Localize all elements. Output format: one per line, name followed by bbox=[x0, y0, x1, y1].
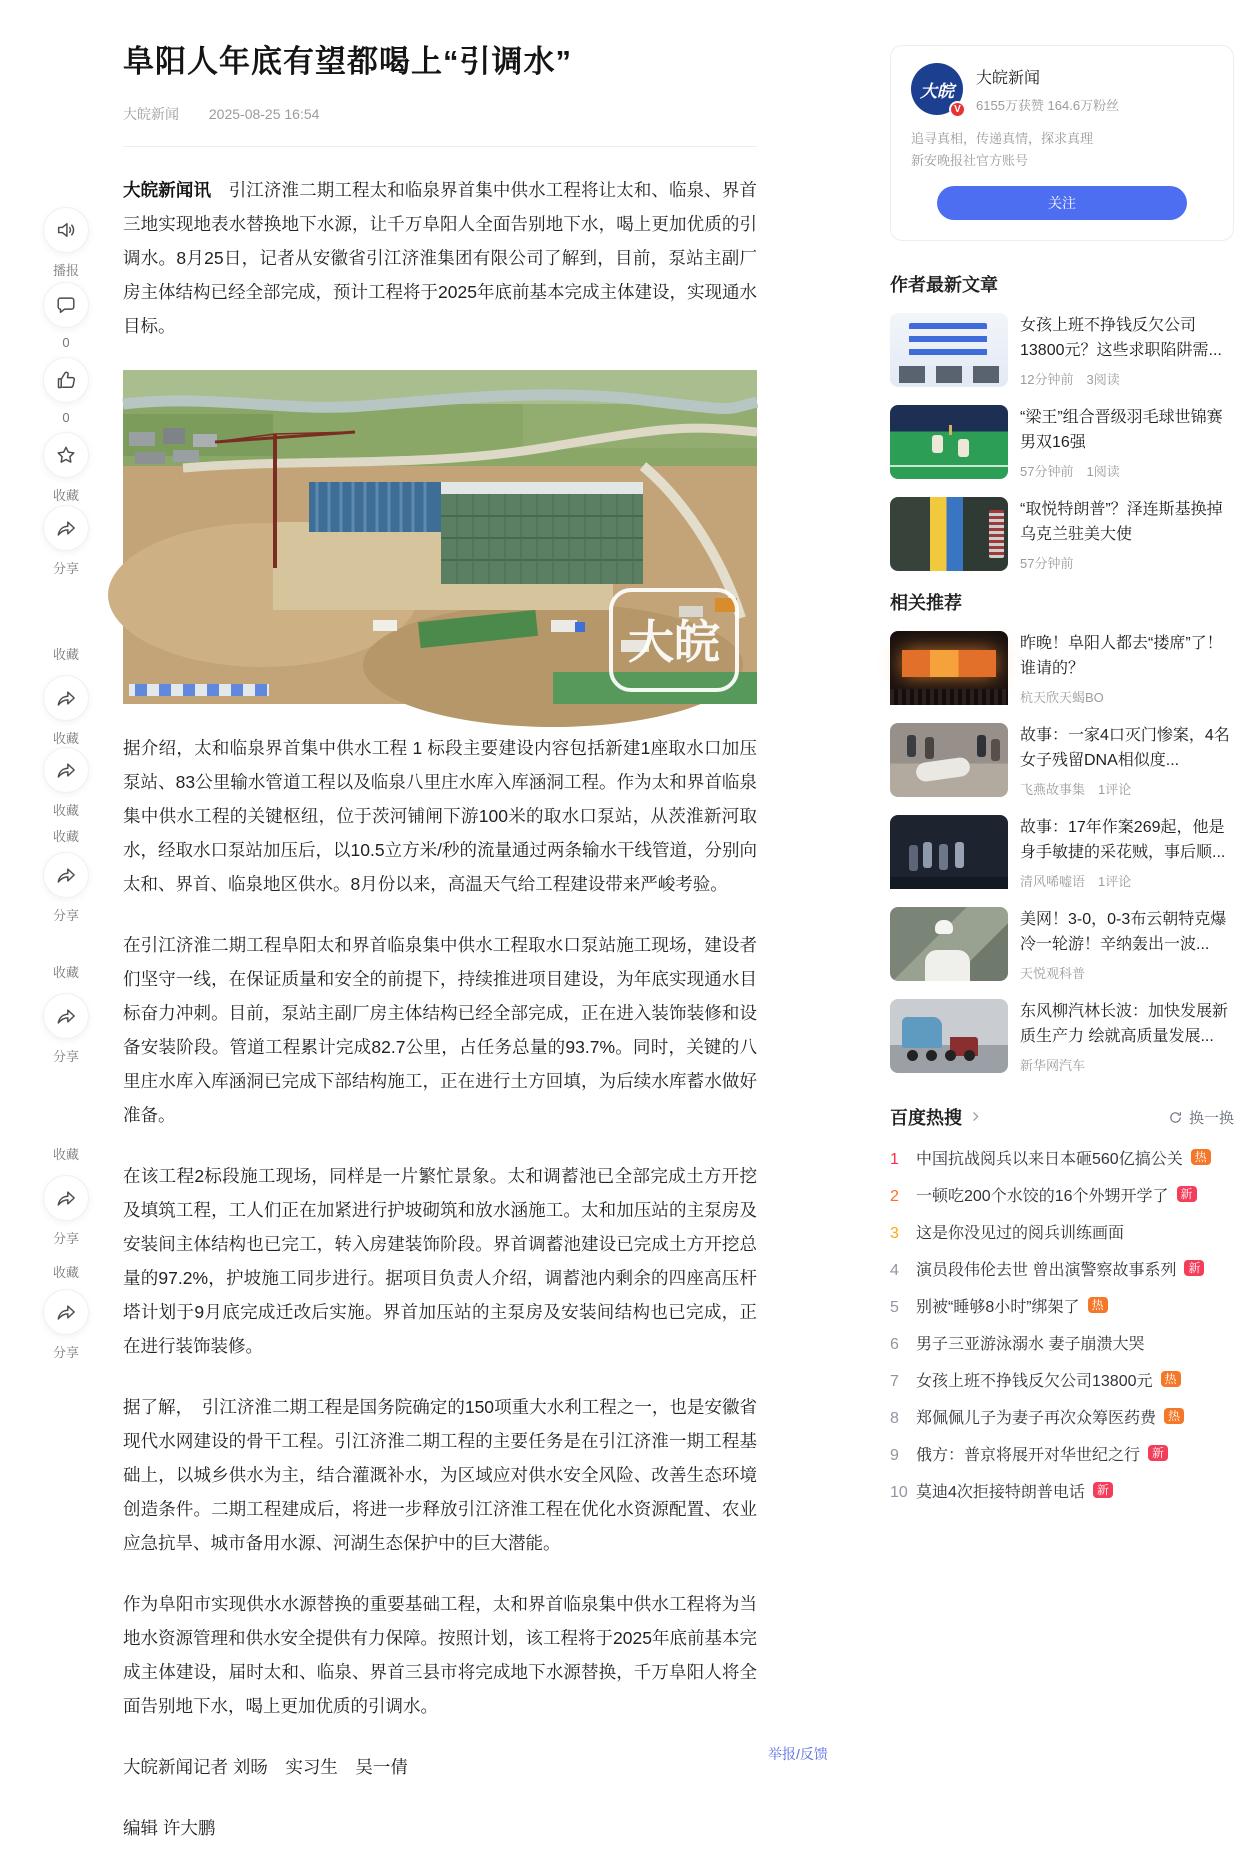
item-title[interactable]: 故事：一家4口灭门惨案，4名女子残留DNA相似度... bbox=[1020, 727, 1230, 769]
hot-text[interactable]: 俄方：普京将展开对华世纪之行 bbox=[916, 1447, 1141, 1464]
hot-text[interactable]: 郑佩佩儿子为妻子再次众筹医药费 bbox=[916, 1410, 1157, 1427]
hot-text[interactable]: 中国抗战阅兵以来日本砸560亿搞公关 bbox=[916, 1151, 1183, 1168]
author-description: 追寻真相，传递真情，探求真理 新安晚报社官方账号 bbox=[911, 131, 1094, 168]
item-meta: 12分钟前 3阅读 bbox=[1020, 372, 1120, 387]
hot-text[interactable]: 莫迪4次拒接特朗普电话 bbox=[916, 1484, 1085, 1501]
item-title[interactable]: 美网！3-0，0-3布云朝特克爆冷一轮游！辛纳轰出一波... bbox=[1020, 911, 1227, 953]
rail-item-label: 分享 bbox=[52, 908, 79, 923]
verified-badge-icon: V bbox=[949, 101, 966, 118]
share-icon[interactable] bbox=[43, 675, 89, 721]
related-list bbox=[890, 631, 1234, 1074]
rail-item[interactable] bbox=[40, 357, 92, 425]
rail-item-label: 0 bbox=[62, 410, 70, 425]
rail-item[interactable] bbox=[40, 505, 92, 577]
hot-search-item[interactable] bbox=[890, 1335, 1234, 1355]
hot-rank: 1 bbox=[890, 1151, 899, 1168]
hot-text[interactable]: 演员段伟伦去世 曾出演警察故事系列 bbox=[916, 1262, 1177, 1279]
rail-item[interactable] bbox=[40, 747, 92, 819]
item-source: 杭天欣天蝎BO bbox=[1020, 690, 1104, 705]
hot-badge: 新 bbox=[1177, 1186, 1197, 1202]
avatar[interactable]: 大皖 V bbox=[911, 63, 963, 115]
hot-rank: 9 bbox=[890, 1447, 899, 1464]
right-sidebar bbox=[890, 45, 1234, 1520]
rail-item-label: 收藏 bbox=[52, 647, 79, 662]
rail-item-label: 收藏 bbox=[52, 1147, 79, 1162]
rail-item[interactable] bbox=[40, 282, 92, 350]
item-source: 飞燕故事集 1评论 bbox=[1020, 782, 1132, 797]
item-title[interactable]: 东风柳汽林长波：加快发展新质生产力 绘就高质量发展... bbox=[1020, 1003, 1229, 1045]
rail-item[interactable] bbox=[40, 1289, 92, 1361]
hot-search-item[interactable] bbox=[890, 1298, 1234, 1318]
svg-text:大皖: 大皖 bbox=[628, 616, 720, 668]
rail-item[interactable] bbox=[40, 993, 92, 1065]
action-rail bbox=[40, 207, 92, 1607]
item-title[interactable]: 女孩上班不挣钱反欠公司13800元？这些求职陷阱需... bbox=[1020, 317, 1222, 359]
rail-item-label: 0 bbox=[62, 335, 70, 350]
rail-item[interactable] bbox=[40, 955, 92, 981]
hot-text[interactable]: 这是你没见过的阅兵训练画面 bbox=[916, 1225, 1125, 1242]
hot-rank: 8 bbox=[890, 1410, 899, 1427]
article-body bbox=[123, 173, 757, 1845]
follow-button[interactable]: 关注 bbox=[937, 186, 1187, 220]
article-list-item[interactable] bbox=[890, 313, 1234, 388]
speaker-icon[interactable] bbox=[43, 207, 89, 253]
rail-item-label: 收藏 bbox=[52, 803, 79, 818]
rail-item-label: 收藏 bbox=[52, 488, 79, 503]
hot-rank: 7 bbox=[890, 1373, 899, 1390]
rail-item-label: 分享 bbox=[52, 561, 79, 576]
hot-search-item[interactable] bbox=[890, 1150, 1234, 1170]
item-title[interactable]: 故事：17年作案269起，他是身手敏捷的采花贼，事后顺... bbox=[1020, 819, 1226, 861]
item-source: 清风唏嘘语 1评论 bbox=[1020, 874, 1132, 889]
hot-search-list bbox=[890, 1150, 1234, 1503]
hot-rank: 3 bbox=[890, 1225, 899, 1242]
flags-thumbnail bbox=[890, 497, 1008, 571]
article-image bbox=[123, 370, 757, 704]
article-list-item[interactable] bbox=[890, 497, 1234, 572]
hot-text[interactable]: 男子三亚游泳溺水 妻子崩溃大哭 bbox=[916, 1336, 1145, 1353]
author-name[interactable]: 大皖新闻 bbox=[976, 69, 1041, 87]
hot-text[interactable]: 一顿吃200个水饺的16个外甥开学了 bbox=[916, 1188, 1169, 1205]
scene-thumbnail bbox=[890, 723, 1008, 797]
item-title[interactable]: “取悦特朗普”？泽连斯基换掉乌克兰驻美大使 bbox=[1020, 501, 1223, 543]
share-icon[interactable] bbox=[43, 505, 89, 551]
rail-item-label: 收藏 bbox=[52, 829, 79, 844]
article-paragraph: 大皖新闻讯 引江济淮二期工程太和临泉界首集中供水工程将让太和、临泉、界首三地实现地表水替换地下水源，让千万阜阳人全面告别地下水，喝上更加优质的引调水。8月25日，记者从安徽省引江济淮集团有限公司了解到，目前，泵站主副厂房主体结构已经全部完成，预计工程将于2025年底前基本完成主体建设，实现通水目标。 bbox=[123, 180, 758, 336]
latest-articles-list bbox=[890, 313, 1234, 572]
comment-icon[interactable] bbox=[43, 282, 89, 328]
hot-search-item[interactable] bbox=[890, 1261, 1234, 1281]
item-meta: 57分钟前 bbox=[1020, 556, 1074, 571]
item-source: 天悦观科普 bbox=[1020, 966, 1086, 981]
hot-text[interactable]: 女孩上班不挣钱反欠公司13800元 bbox=[916, 1373, 1153, 1390]
page-title: 阜阳人年底有望都喝上“引调水” bbox=[123, 44, 572, 79]
rail-item[interactable] bbox=[40, 207, 92, 279]
rail-item-label: 收藏 bbox=[52, 965, 79, 980]
hot-badge: 新 bbox=[1184, 1260, 1204, 1276]
refresh-button[interactable]: 换一换 bbox=[1168, 1107, 1234, 1128]
star-icon[interactable] bbox=[43, 432, 89, 478]
item-title[interactable]: 昨晚！阜阳人都去“搂席”了！谁请的？ bbox=[1020, 635, 1223, 677]
article-list-item[interactable] bbox=[890, 815, 1234, 890]
rail-item-label: 分享 bbox=[52, 1345, 79, 1360]
article bbox=[123, 0, 757, 1872]
rail-item[interactable] bbox=[40, 1137, 92, 1163]
item-meta: 57分钟前 1阅读 bbox=[1020, 464, 1120, 479]
hot-rank: 6 bbox=[890, 1336, 899, 1353]
article-list-item[interactable] bbox=[890, 907, 1234, 982]
hot-text[interactable]: 别被“睡够8小时”绑架了 bbox=[916, 1299, 1080, 1316]
byline bbox=[123, 104, 757, 147]
infographic-thumbnail bbox=[890, 313, 1008, 387]
rail-item[interactable] bbox=[40, 1175, 92, 1247]
main-building bbox=[441, 482, 643, 584]
hot-search-item[interactable] bbox=[890, 1446, 1234, 1466]
truck-thumbnail bbox=[890, 999, 1008, 1073]
hot-rank: 4 bbox=[890, 1262, 899, 1279]
article-list-item[interactable] bbox=[890, 999, 1234, 1074]
article-paragraph: 在该工程2标段施工现场，同样是一片繁忙景象。太和调蓄池已全部完成土方开挖及填筑工程，工人们正在加紧进行护坡砌筑和放水涵施工。太和加压站的主泵房及安装间主体结构也已完工，转入房建装饰阶段。界首调蓄池建设已完成土方开挖总量的97.2%，护坡施工同步进行。据项目负责人介绍，调蓄池内剩余的四座高压杆塔计划于9月底完成迁改后实施。界首加压站的主泵房及安装间结构也已完成，正在进行装饰装修。 bbox=[123, 1166, 757, 1356]
tennis-thumbnail bbox=[890, 907, 1008, 981]
article-source: 大皖新闻 bbox=[123, 106, 179, 122]
rail-item[interactable] bbox=[40, 1255, 92, 1281]
share-icon[interactable] bbox=[43, 852, 89, 898]
rail-item[interactable] bbox=[40, 819, 92, 845]
hot-search-item[interactable] bbox=[890, 1409, 1234, 1429]
rail-item-label: 分享 bbox=[52, 1049, 79, 1064]
hot-badge: 热 bbox=[1164, 1408, 1184, 1424]
barrier-row bbox=[129, 684, 269, 696]
article-paragraph: 在引江济淮二期工程阜阳太和界首临泉集中供水工程取水口泵站施工现场，建设者们坚守一线，在保证质量和安全的前提下，持续推进项目建设，为年底实现通水目标奋力冲刺。目前，泵站主副厂房主体结构已经全部完成，正在进入装饰装修和设备安装阶段。管道工程累计完成82.7公里，占任务总量的93.7%。同时，关键的八里庄水库入库涵洞已完成下部结构施工，正在进行土方回填，为后续水库蓄水做好准备。 bbox=[123, 935, 757, 1125]
rail-item-label: 播报 bbox=[52, 263, 79, 278]
share-icon[interactable] bbox=[43, 993, 89, 1039]
hot-rank: 10 bbox=[890, 1484, 908, 1501]
hot-search-item[interactable] bbox=[890, 1224, 1234, 1244]
hot-badge: 热 bbox=[1161, 1371, 1181, 1387]
hot-rank: 5 bbox=[890, 1299, 899, 1316]
hot-search-header[interactable]: 百度热搜 bbox=[890, 1104, 982, 1130]
thumbs-up-icon[interactable] bbox=[43, 357, 89, 403]
article-paragraph: 作为阜阳市实现供水水源替换的重要基础工程，太和界首临泉集中供水工程将为当地水资源管理和供水安全提供有力保障。按照计划，该工程将于2025年底前基本完成主体建设，届时太和、临泉、界首三县市将完成地下水源替换，千万阜阳人将全面告别地下水，喝上更加优质的引调水。 bbox=[123, 1594, 757, 1716]
hot-search-item[interactable] bbox=[890, 1372, 1234, 1392]
editor-credit: 编辑 许大鹏 bbox=[123, 1818, 216, 1838]
article-timestamp: 2025-08-25 16:54 bbox=[208, 106, 320, 122]
rail-item[interactable] bbox=[40, 432, 92, 504]
hot-badge: 新 bbox=[1148, 1445, 1168, 1461]
rail-item[interactable] bbox=[40, 637, 92, 663]
author-card bbox=[890, 45, 1234, 241]
rail-item[interactable] bbox=[40, 852, 92, 924]
rail-item-label: 分享 bbox=[52, 1231, 79, 1246]
reporter-credit: 大皖新闻记者 刘旸 实习生 吴一倩 bbox=[123, 1757, 408, 1777]
article-paragraph: 据了解， 引江济淮二期工程是国务院确定的150项重大水利工程之一，也是安徽省现代水网建设的骨干工程。引江济淮二期工程的主要任务是在引江济淮一期工程基础上，以城乡供水为主，结合灌溉补水，为区域应对供水安全风险、改善生态环境创造条件。二期工程建成后，将进一步释放引江济淮工程在优化水资源配置、农业应急抗旱、城市备用水源、河湖生态保护中的巨大潜能。 bbox=[123, 1397, 757, 1553]
badminton-thumbnail bbox=[890, 405, 1008, 479]
hot-search-item[interactable] bbox=[890, 1187, 1234, 1207]
article-list-item[interactable] bbox=[890, 723, 1234, 798]
item-source: 新华网汽车 bbox=[1020, 1058, 1086, 1073]
related-header: 相关推荐 bbox=[890, 593, 962, 613]
chevron-right-icon bbox=[962, 1107, 982, 1128]
report-feedback-link[interactable]: 举报/反馈 bbox=[768, 1746, 828, 1762]
latest-articles-header: 作者最新文章 bbox=[890, 275, 998, 295]
article-list-item[interactable] bbox=[890, 405, 1234, 480]
rail-item-label: 收藏 bbox=[52, 1265, 79, 1280]
rail-item[interactable] bbox=[40, 675, 92, 747]
share-icon[interactable] bbox=[43, 1175, 89, 1221]
article-paragraph: 据介绍，太和临泉界首集中供水工程 1 标段主要建设内容包括新建1座取水口加压泵站、83公里输水管道工程以及临泉八里庄水库入库涵洞工程。作为太和界首临泉集中供水工程的关键枢纽，位于茨河铺闸下游100米的取水口泵站，从茨淮新河取水，经取水口泵站加压后，以10.5立方米/秒的流量通过两条输水干线管道，分别向太和、界首、临泉地区供水。8月份以来，高温天气给工程建设带来严峻考验。 bbox=[123, 738, 757, 894]
blue-warehouse bbox=[309, 482, 441, 532]
hot-rank: 2 bbox=[890, 1188, 899, 1205]
refresh-icon bbox=[1168, 1110, 1183, 1125]
concert-thumbnail bbox=[890, 631, 1008, 705]
hot-badge: 热 bbox=[1191, 1149, 1211, 1165]
hot-search-item[interactable] bbox=[890, 1483, 1234, 1503]
author-stats: 6155万获赞 164.6万粉丝 bbox=[976, 97, 1120, 113]
article-list-item[interactable] bbox=[890, 631, 1234, 706]
paragraph-lead: 大皖新闻讯 bbox=[123, 180, 212, 200]
police-thumbnail bbox=[890, 815, 1008, 889]
rail-item-label: 收藏 bbox=[52, 731, 79, 746]
hot-badge: 热 bbox=[1088, 1297, 1108, 1313]
hot-badge: 新 bbox=[1093, 1482, 1113, 1498]
share-icon[interactable] bbox=[43, 747, 89, 793]
share-icon[interactable] bbox=[43, 1289, 89, 1335]
item-title[interactable]: “梁王”组合晋级羽毛球世锦赛男双16强 bbox=[1020, 409, 1223, 451]
